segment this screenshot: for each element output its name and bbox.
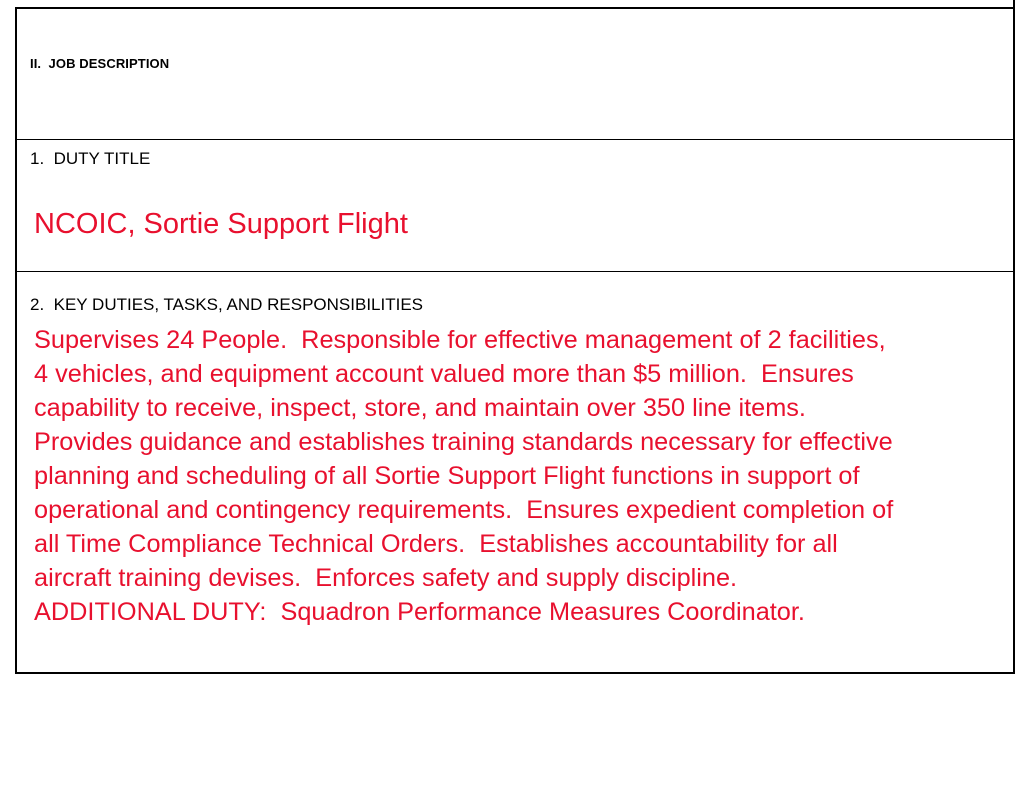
section-title: II. JOB DESCRIPTION <box>30 56 170 71</box>
key-duties-line: Provides guidance and establishes training standards necessary for effective <box>34 428 893 456</box>
key-duties-line: Supervises 24 People. Responsible for effective management of 2 facilities, <box>34 326 886 354</box>
key-duties-line: 4 vehicles, and equipment account valued more than $5 million. Ensures <box>34 360 854 388</box>
key-duties-line: aircraft training devises. Enforces safety and supply discipline. <box>34 564 738 592</box>
key-duties-line: capability to receive, inspect, store, and maintain over 350 line items. <box>34 394 806 422</box>
section-divider-key-duties <box>17 271 1015 272</box>
key-duties-line: ADDITIONAL DUTY: Squadron Performance Measures Coordinator. <box>34 598 805 626</box>
section-divider-duty-title <box>17 139 1015 140</box>
key-duties-line: all Time Compliance Technical Orders. Establishes accountability for all <box>34 530 838 558</box>
key-duties-label: 2. KEY DUTIES, TASKS, AND RESPONSIBILITIES <box>30 295 424 314</box>
key-duties-line: operational and contingency requirements. Ensures expedient completion of <box>34 496 894 524</box>
key-duties-text[interactable] <box>34 323 1009 629</box>
duty-title-label: 1. DUTY TITLE <box>30 149 151 168</box>
key-duties-line: planning and scheduling of all Sortie Support Flight functions in support of <box>34 462 860 490</box>
duty-title-value[interactable]: NCOIC, Sortie Support Flight <box>34 208 408 240</box>
frame-top-edge-mark <box>1013 0 1015 9</box>
